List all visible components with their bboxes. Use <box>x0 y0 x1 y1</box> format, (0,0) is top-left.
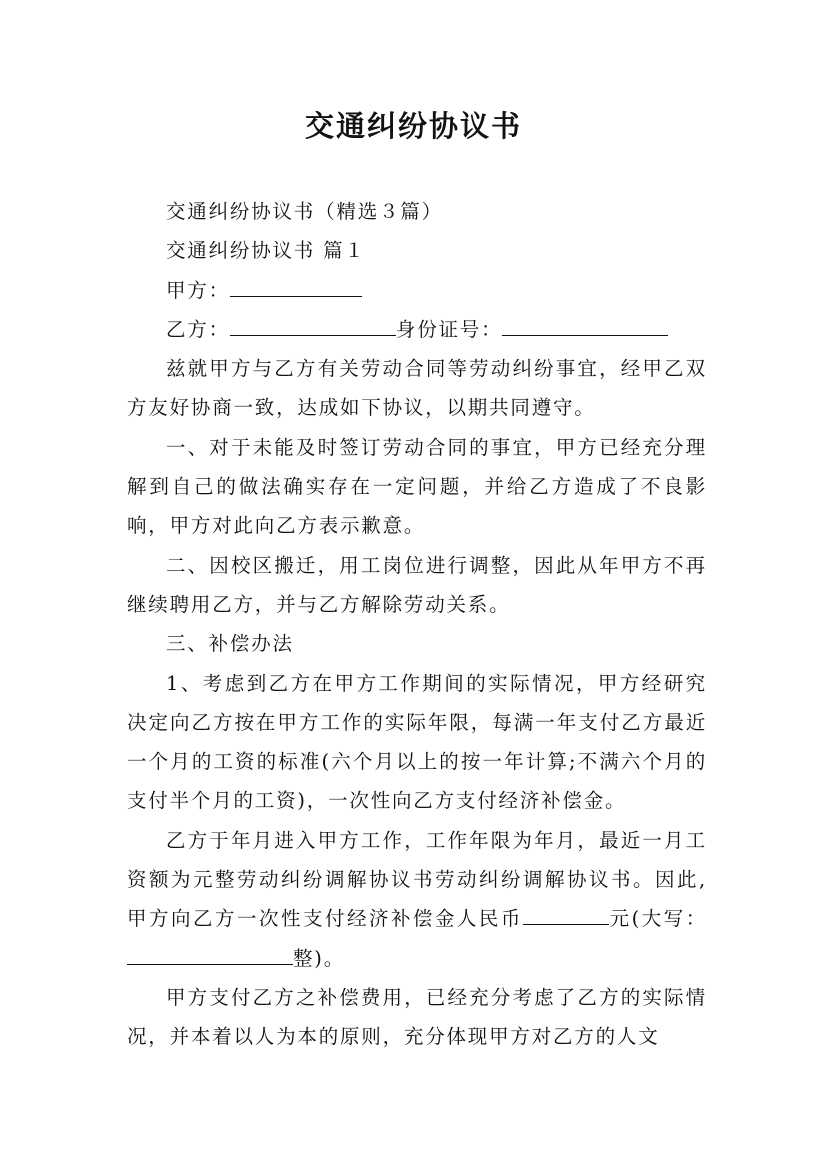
clause-3-item-1: 1、考虑到乙方在甲方工作期间的实际情况，甲方经研究决定向乙方按在甲方工作的实际年限，每满一年支付乙方最近一个月的工资的标准(六个月以上的按一年计算;不满六个月的支付半个月的工资)，一次性向乙方支付经济补偿金。 <box>127 671 707 813</box>
clause-2-paragraph: 二、因校区搬迁，用工岗位进行调整，因此从年甲方不再继续聘用乙方，并与乙方解除劳动关系。 <box>127 553 707 616</box>
payment-text-1: 乙方于年月进入甲方工作，工作年限为年月，最近一月工资额为元整劳动纠纷调解协议书劳动纠纷调解协议书。因此,甲方向乙方一次性支付经济补偿金人民币 <box>127 828 707 931</box>
document-title: 交通纠纷协议书 <box>304 109 522 143</box>
payment-paragraph <box>127 821 707 978</box>
id-number-blank <box>502 314 668 335</box>
party-a-label: 甲方： <box>166 278 230 302</box>
compensation-paragraph: 甲方支付乙方之补偿费用，已经充分考虑了乙方的实际情况，并本着以人为本的原则，充分体现甲方对乙方的人文 <box>127 985 707 1049</box>
party-a-blank <box>230 275 362 296</box>
clause-1-paragraph: 一、对于未能及时签订劳动合同的事宜，甲方已经充分理解到自己的做法确实存在一定问题，并给乙方造成了不良影响，甲方对此向乙方表示歉意。 <box>127 435 707 538</box>
party-b-label: 乙方： <box>166 317 230 341</box>
party-b-line <box>127 310 707 349</box>
party-b-blank <box>230 314 396 335</box>
intro-paragraph: 兹就甲方与乙方有关劳动合同等劳动纠纷事宜，经甲乙双方友好协商一致，达成如下协议，以期共同遵守。 <box>127 357 707 420</box>
amount-blank <box>523 904 609 925</box>
amount-words-blank <box>127 943 293 964</box>
id-number-label: 身份证号： <box>395 317 503 341</box>
subtitle: 交通纠纷协议书（精选３篇） <box>166 200 443 223</box>
document-body <box>127 192 707 1057</box>
section-heading: 交通纠纷协议书 篇１ <box>166 239 366 263</box>
party-a-line <box>127 271 707 310</box>
clause-3-heading: 三、补偿办法 <box>166 632 294 656</box>
payment-text-3: 整)。 <box>293 946 346 970</box>
payment-text-2: 元(大写： <box>608 907 708 931</box>
